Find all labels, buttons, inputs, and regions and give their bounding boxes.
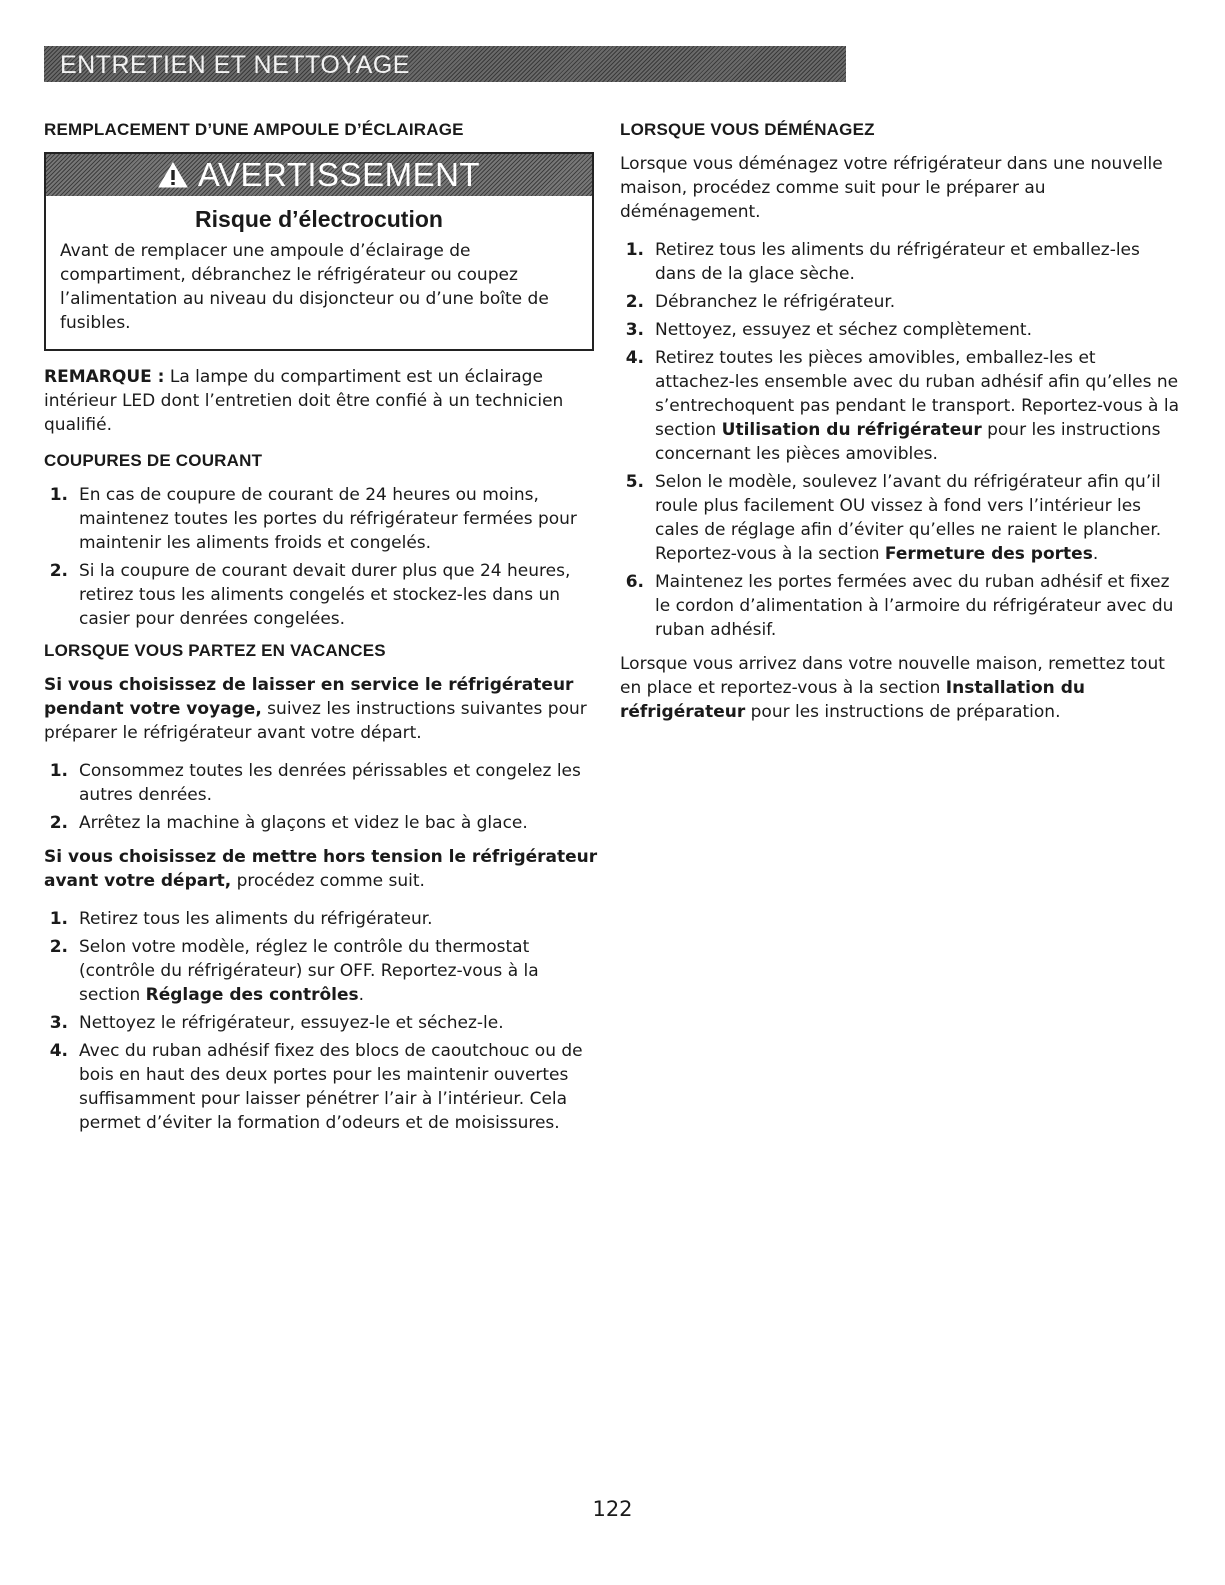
item-text: Maintenez les portes fermées avec du ruban adhésif et fixez le cordon d’alimentation à l’armoire du réfrigérateur avec du ruban adhésif.	[655, 572, 1174, 640]
item-number: 6.	[625, 572, 644, 592]
item-number: 4.	[49, 1041, 68, 1061]
section-reference: Réglage des contrôles	[145, 985, 359, 1005]
section-banner	[44, 46, 846, 82]
item-text: Retirez tous les aliments du réfrigérateur et emballez-les dans de la glace sèche.	[655, 240, 1140, 284]
item-number: 2.	[49, 813, 68, 833]
right-column	[620, 120, 1180, 724]
list-item	[44, 907, 604, 931]
warning-word: AVERTISSEMENT	[197, 156, 481, 193]
power-outage-list	[44, 483, 604, 631]
list-item	[44, 811, 604, 835]
list-item	[620, 470, 1180, 566]
warning-text: Avant de remplacer une ampoule d’éclairage de compartiment, débranchez le réfrigérateur ou coupez l’alimentation au niveau du disjoncteur ou d’une boîte de fusibles.	[60, 241, 549, 333]
item-number: 4.	[625, 348, 644, 368]
item-text: Consommez toutes les denrées périssables et congelez les autres denrées.	[79, 761, 581, 805]
item-text: Si la coupure de courant devait durer plus que 24 heures, retirez tous les aliments congelés et stockez-les dans un casier pour denrées congelées.	[79, 561, 571, 629]
item-number: 5.	[625, 472, 644, 492]
note-label: REMARQUE :	[44, 367, 165, 387]
warning-header	[46, 154, 592, 196]
intro-bold: Si vous choisissez de laisser en service le réfrigérateur pendant votre voyage,	[44, 675, 574, 719]
item-number: 2.	[625, 292, 644, 312]
intro-bold: Si vous choisissez de mettre hors tension le réfrigérateur avant votre départ,	[44, 847, 598, 891]
list-item	[620, 238, 1180, 286]
item-text: Retirez tous les aliments du réfrigérateur.	[79, 909, 433, 929]
list-item	[44, 559, 604, 631]
vacation-intro-on	[44, 673, 604, 745]
section-title: ENTRETIEN ET NETTOYAGE	[60, 51, 410, 79]
item-text: Nettoyez, essuyez et séchez complètement.	[655, 320, 1032, 340]
section-reference: Fermeture des portes	[884, 544, 1093, 564]
note-text: La lampe du compartiment est un éclairage intérieur LED dont l’entretien doit être confié à un technicien qualifié.	[44, 367, 564, 435]
item-text-pre: Selon votre modèle, réglez le contrôle du thermostat (contrôle du réfrigérateur) sur OFF. Reportez-vous à la section	[79, 937, 539, 1005]
warning-subtitle: Risque d’électrocution	[195, 206, 443, 232]
item-text-post: pour les instructions concernant les pièces amovibles.	[655, 420, 1161, 464]
item-text-post: .	[358, 985, 365, 1005]
list-item	[44, 483, 604, 555]
item-number: 1.	[49, 485, 68, 505]
item-number: 3.	[49, 1013, 68, 1033]
item-number: 3.	[625, 320, 644, 340]
item-text: Débranchez le réfrigérateur.	[655, 292, 896, 312]
section-reference: Utilisation du réfrigérateur	[721, 420, 982, 440]
moving-list	[620, 238, 1180, 642]
warning-body	[46, 196, 592, 349]
list-item	[620, 290, 1180, 314]
item-number: 1.	[625, 240, 644, 260]
list-item	[44, 1011, 604, 1035]
outro-post: pour les instructions de préparation.	[745, 702, 1061, 722]
moving-outro	[620, 652, 1180, 724]
item-text: Nettoyez le réfrigérateur, essuyez-le et séchez-le.	[79, 1013, 504, 1033]
item-text: Arrêtez la machine à glaçons et videz le bac à glace.	[79, 813, 528, 833]
item-text: Avec du ruban adhésif fixez des blocs de caoutchouc ou de bois en haut des deux portes pour les maintenir ouvertes suffisamment pour laisser pénétrer l’air à l’intérieur. Cela permet d’éviter la formation d’odeurs et de moisissures.	[79, 1041, 583, 1133]
list-item	[44, 759, 604, 807]
item-text-pre: Retirez toutes les pièces amovibles, emballez-les et attachez-les ensemble avec du ruban adhésif afin qu’elles ne s’entrechoquent pas pendant le transport. Reportez-vous à la section	[655, 348, 1179, 440]
item-number: 2.	[49, 937, 68, 957]
intro-text: suivez les instructions suivantes pour préparer le réfrigérateur avant votre départ.	[44, 699, 587, 743]
power-outage-heading: COUPURES DE COURANT	[44, 451, 263, 470]
warning-triangle-icon	[158, 162, 188, 188]
vacation-intro-off	[44, 845, 604, 893]
item-number: 2.	[49, 561, 68, 581]
vacation-off-list	[44, 907, 604, 1135]
list-item	[44, 1039, 604, 1135]
item-number: 1.	[49, 909, 68, 929]
note-paragraph	[44, 365, 604, 437]
vacation-heading: LORSQUE VOUS PARTEZ EN VACANCES	[44, 641, 386, 660]
bulb-replacement-heading: REMPLACEMENT D’UNE AMPOULE D’ÉCLAIRAGE	[44, 120, 464, 139]
item-text-pre: Selon le modèle, soulevez l’avant du réfrigérateur afin qu’il roule plus facilement OU vissez à fond vers l’intérieur les cales de réglage afin d’éviter qu’elles ne raient le plancher. Reportez-vous à la section	[655, 472, 1162, 564]
section-reference: Installation du réfrigérateur	[620, 678, 1085, 722]
item-text: En cas de coupure de courant de 24 heures ou moins, maintenez toutes les portes du réfrigérateur fermées pour maintenir les aliments froids et congelés.	[79, 485, 577, 553]
item-text-post: .	[1092, 544, 1099, 564]
vacation-on-list	[44, 759, 604, 835]
list-item	[620, 570, 1180, 642]
outro-pre: Lorsque vous arrivez dans votre nouvelle maison, remettez tout en place et reportez-vous à la section	[620, 654, 1165, 698]
moving-heading: LORSQUE VOUS DÉMÉNAGEZ	[620, 120, 875, 139]
warning-box	[44, 152, 594, 351]
intro-text: procédez comme suit.	[231, 871, 425, 891]
list-item	[620, 346, 1180, 466]
list-item	[620, 318, 1180, 342]
page-number: 122	[592, 1497, 633, 1521]
list-item	[44, 935, 604, 1007]
left-column	[44, 120, 604, 1145]
moving-intro: Lorsque vous déménagez votre réfrigérateur dans une nouvelle maison, procédez comme suit pour le préparer au déménagement.	[620, 154, 1163, 222]
item-number: 1.	[49, 761, 68, 781]
